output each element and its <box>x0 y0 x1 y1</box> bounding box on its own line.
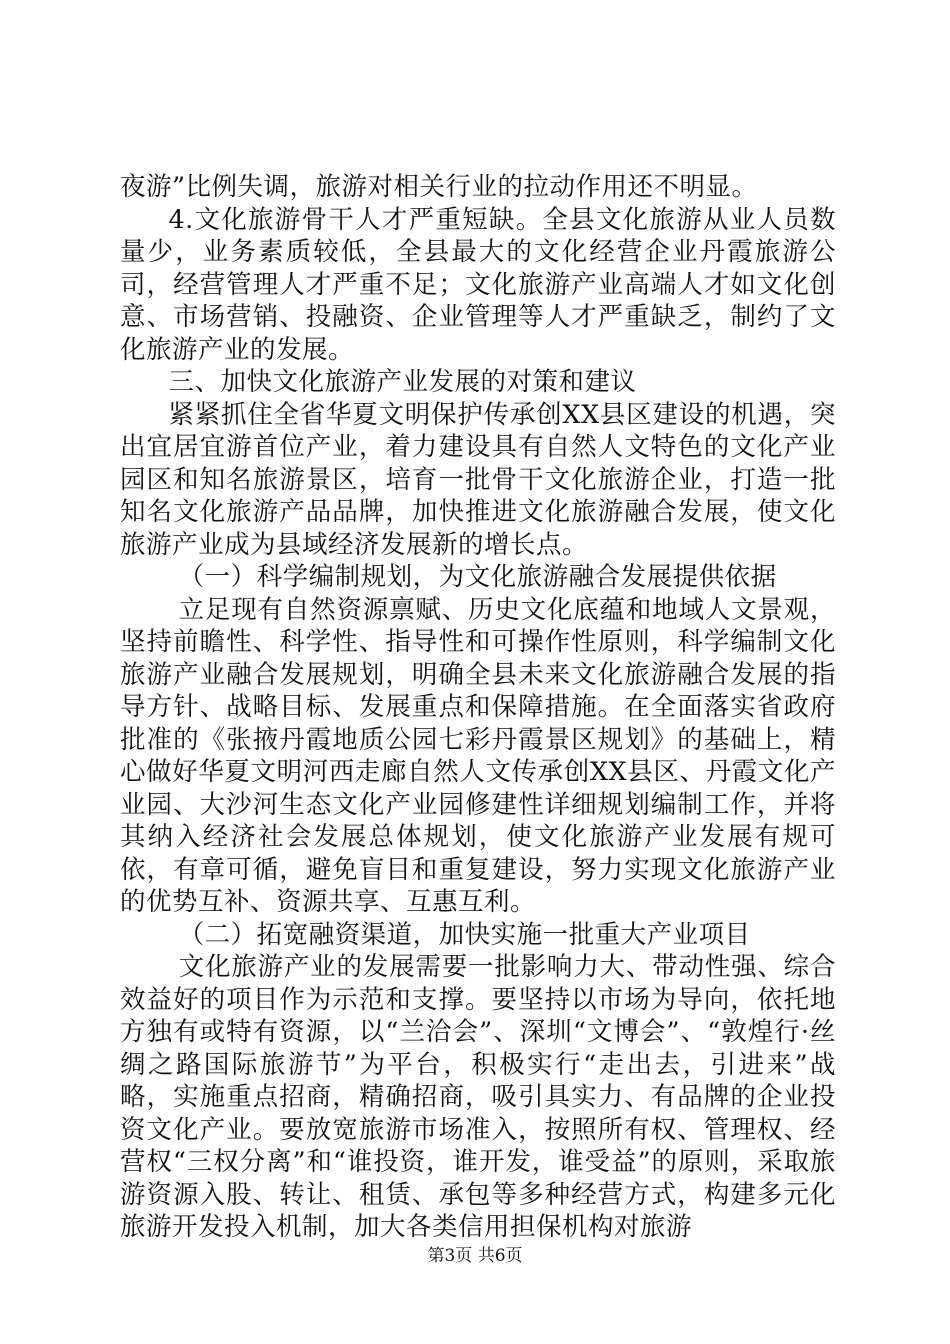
paragraph-planning: 立足现有自然资源禀赋、历史文化底蕴和地域人文景观，坚持前瞻性、科学性、指导性和可操作性原则，科学编制文化旅游产业融合发展规划，明确全县未来文化旅游融合发展的指导方针、战略目标、发展重点和保障措施。在全面落实省政府批准的《张掖丹霞地质公园七彩丹霞景区规划》的基础上，精心做好华夏文明河西走廊自然人文传承创XX县区、丹霞文化产业园、大沙河生态文化产业园修建性详细规划编制工作，并将其纳入经济社会发展总体规划，使文化旅游产业发展有规可依，有章可循，避免盲目和重复建设，努力实现文化旅游产业的优势互补、资源共享、互惠互利。 <box>120 594 836 917</box>
paragraph-continued: 夜游”比例失调，旅游对相关行业的拉动作用还不明显。 <box>120 172 758 202</box>
subheading-financing: （二）拓宽融资渠道，加快实施一批重大产业项目 <box>178 919 751 950</box>
document-body <box>120 171 836 1244</box>
page-number-footer: 第3页 共6页 <box>427 1246 523 1266</box>
section-heading-countermeasures: 三、加快文化旅游产业发展的对策和建议 <box>168 367 637 397</box>
paragraph-talent-shortage: 4.文化旅游骨干人才严重短缺。全县文化旅游从业人员数量少，业务素质较低，全县最大的文化经营企业丹霞旅游公司，经营管理人才严重不足；文化旅游产业高端人才如文化创意、市场营销、投融资、企业管理等人才严重缺乏，制约了文化旅游产业的发展。 <box>120 204 836 365</box>
subheading-planning: （一）科学编制规划，为文化旅游融合发展提供依据 <box>178 562 777 592</box>
paragraph-seize-opportunity: 紧紧抓住全省华夏文明保护传承创XX县区建设的机遇，突出宜居宜游首位产业，着力建设具有自然人文特色的文化产业园区和知名旅游景区，培育一批骨干文化旅游企业，打造一批知名文化旅游产品品牌，加快推进文化旅游融合发展，使文化旅游产业成为县域经济发展新的增长点。 <box>120 399 836 560</box>
paragraph-financing: 文化旅游产业的发展需要一批影响力大、带动性强、综合效益好的项目作为示范和支撑。要坚持以市场为导向，依托地方独有或特有资源，以“兰洽会”、深圳“文博会”、“敦煌行·丝绸之路国际旅游节”为平台，积极实行“走出去，引进来”战略，实施重点招商，精确招商，吸引具实力、有品牌的企业投资文化产业。要放宽旅游市场准入，按照所有权、管理权、经营权“三权分离”和“谁投资，谁开发，谁受益”的原则，采取旅游资源入股、转让、租赁、承包等多种经营方式，构建多元化旅游开发投入机制，加大各类信用担保机构对旅游 <box>120 952 836 1242</box>
